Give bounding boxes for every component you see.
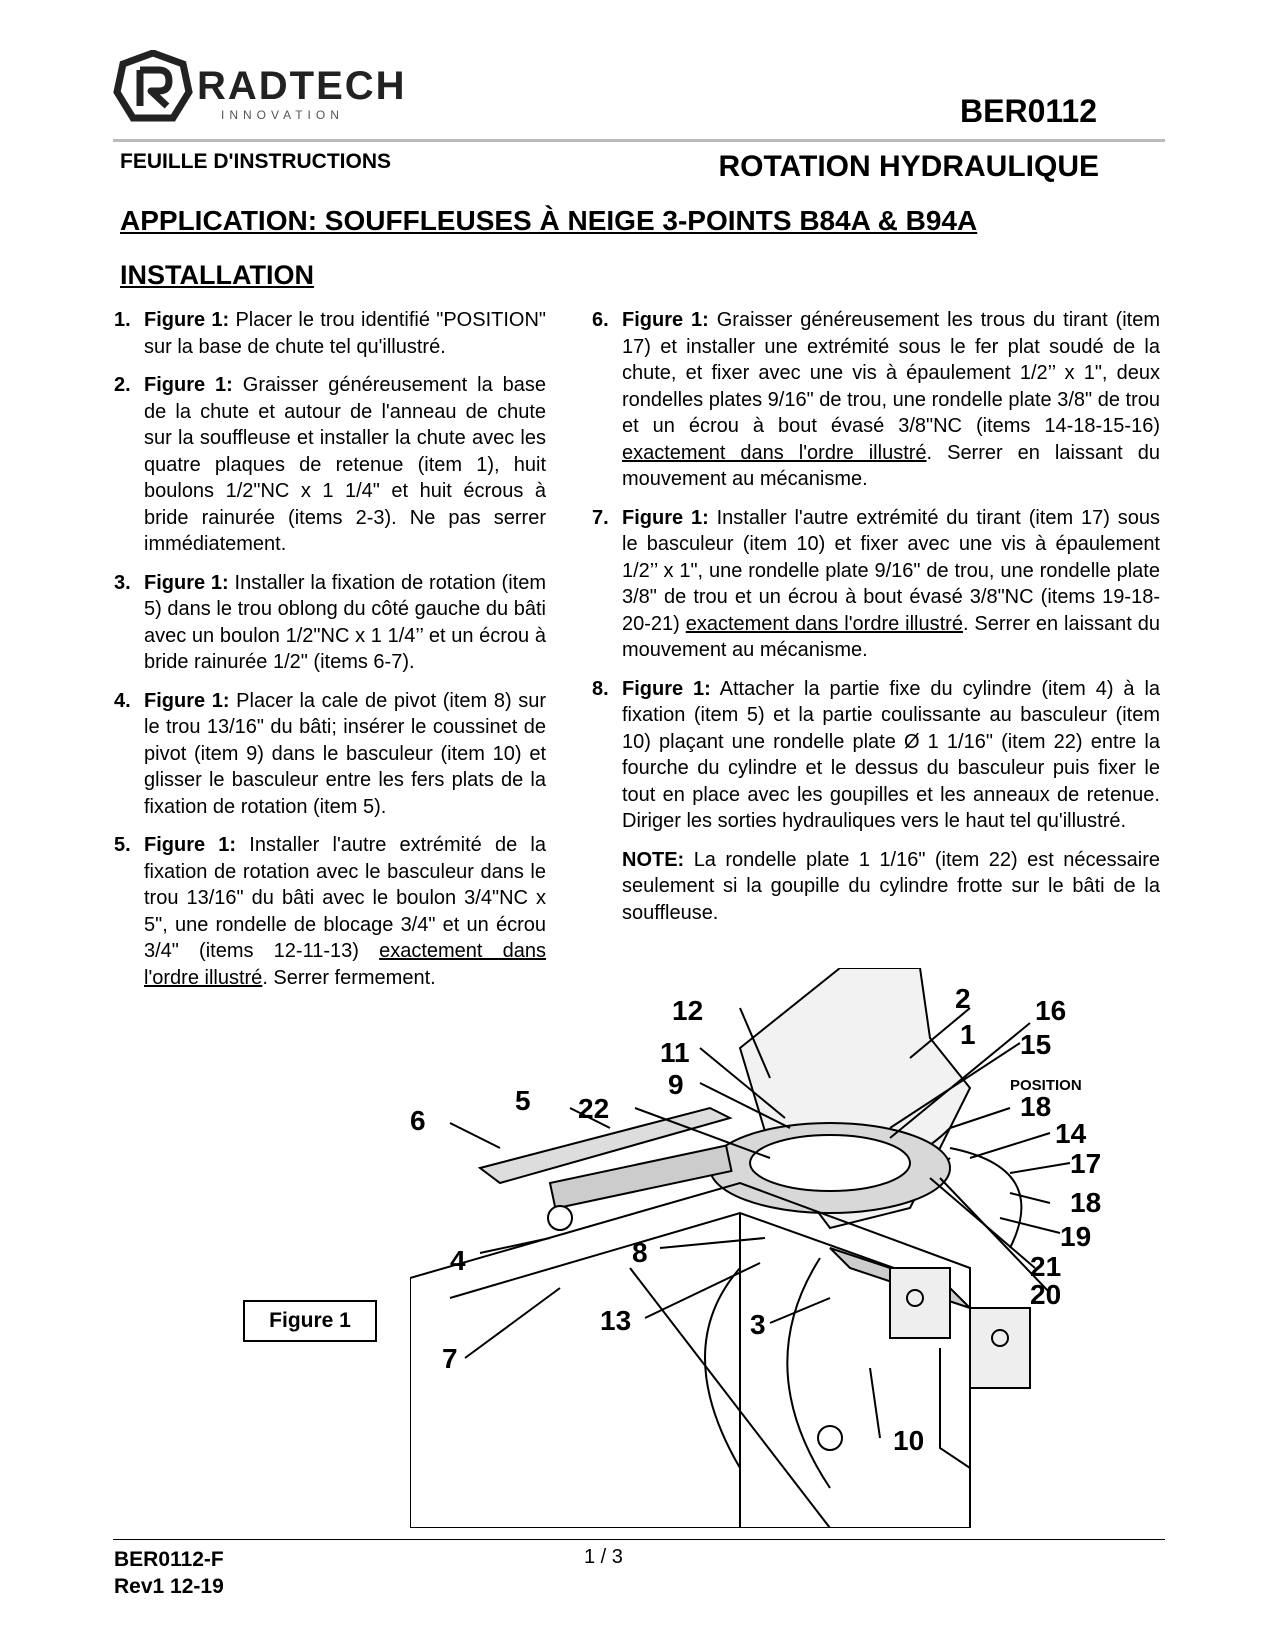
note <box>592 847 1160 927</box>
figure-ref: Figure 1: <box>622 506 709 529</box>
step-emphasis: exactement dans l'ordre illustré <box>144 940 546 989</box>
callout-13: 13 <box>600 1305 632 1336</box>
step-number: 2. <box>114 374 131 396</box>
callout-16: 16 <box>1035 995 1067 1026</box>
radtech-logo <box>113 50 413 124</box>
callout-1: 1 <box>960 1019 976 1050</box>
step-4 <box>114 688 546 821</box>
note-label: NOTE: <box>622 848 685 871</box>
callout-18b: 18 <box>1070 1187 1102 1218</box>
callout-17: 17 <box>1070 1148 1102 1179</box>
callout-3: 3 <box>750 1309 766 1340</box>
step-text: Attacher la partie fixe du cylindre (item 4) à la fixation (item 5) et la partie coulissante au basculeur (item 10) plaçant une rondelle plate Ø 1 1/16" (item 22) entre la fourche du cylindre et le dessus du basculeur puis fixer le tout en place avec les goupilles et les anneaux de retenue. Diriger les sorties hydrauliques vers le haut tel qu'illustré. <box>622 677 1161 832</box>
callout-20: 20 <box>1030 1279 1062 1310</box>
document-code: BER0112 <box>960 93 1097 129</box>
application-title: APPLICATION: SOUFFLEUSES À NEIGE 3-POINTS B84A & B94A <box>120 205 978 236</box>
step-number: 1. <box>114 309 131 331</box>
callout-10: 10 <box>893 1425 925 1456</box>
step-7 <box>592 505 1160 664</box>
callout-position: POSITION <box>1010 1077 1082 1094</box>
callout-14: 14 <box>1055 1118 1087 1149</box>
step-emphasis: exactement dans l'ordre illustré <box>685 612 963 635</box>
step-number: 6. <box>592 309 609 331</box>
step-6 <box>592 307 1160 493</box>
header-divider <box>113 139 1165 142</box>
callout-9: 9 <box>668 1069 684 1100</box>
step-number: 8. <box>592 677 609 700</box>
step-text: Graisser généreusement la base de la chute et autour de l'anneau de chute sur la souffleuse et installer la chute avec les quatre plaques de retenue (item 1), huit boulons 1/2"NC x 1 1/4" et huit écrous à bride rainurée (items 2-3). Ne pas serrer immédiatement. <box>144 374 547 555</box>
callout-21: 21 <box>1030 1251 1062 1282</box>
figure-ref: Figure 1: <box>144 834 237 856</box>
callout-5: 5 <box>515 1085 531 1116</box>
step-number: 7. <box>592 506 609 529</box>
step-tail: . Serrer fermement. <box>262 966 436 989</box>
main-title: ROTATION HYDRAULIQUE <box>718 150 1099 183</box>
step-number: 5. <box>114 834 131 856</box>
note-text: La rondelle plate 1 1/16" (item 22) est nécessaire seulement si la goupille du cylindre frotte sur le bâti de la souffleuse. <box>622 848 1160 924</box>
figure-caption: Figure 1 <box>243 1300 377 1342</box>
step-text: Installer l'autre extrémité de la fixation de rotation avec le basculeur dans le trou 13/16" du bâti avec le boulon 3/4"NC x 5", une rondelle de blocage 3/4" et un écrou 3/4" (items 12-11-13) <box>144 834 547 962</box>
callout-8: 8 <box>632 1237 648 1268</box>
step-1 <box>114 307 546 360</box>
instructions-right-column <box>592 307 1160 926</box>
sheet-title: FEUILLE D'INSTRUCTIONS <box>120 150 391 173</box>
step-tail: . Serrer en laissant du mouvement au mécanisme. <box>622 612 1161 661</box>
figure-ref: Figure 1: <box>622 677 711 700</box>
callout-11: 11 <box>660 1037 690 1068</box>
footer-doc-code: BER0112-F <box>114 1548 224 1571</box>
step-text: Installer la fixation de rotation (item 5) dans le trou oblong du côté gauche du bâti avec un boulon 1/2"NC x 1 1/4’’ et un écrou à bride rainurée 1/2" (items 6-7). <box>144 571 546 673</box>
footer-divider <box>113 1539 1165 1540</box>
callout-18: 18 <box>1020 1091 1052 1122</box>
callout-7: 7 <box>442 1343 458 1374</box>
step-text: Installer l'autre extrémité du tirant (item 17) sous le basculeur (item 10) et fixer avec une vis à épaulement 1/2’’ x 1", une rondelle plate 9/16" de trou, une rondelle plate 3/8" de trou et un écrou à bout évasé 3/8"NC (items 19-18-20-21) <box>622 506 1160 635</box>
figure-ref: Figure 1: <box>144 309 230 331</box>
callout-12: 12 <box>672 995 704 1026</box>
instructions-left-column <box>114 307 546 1003</box>
logo-tagline: INNOVATION <box>221 108 344 122</box>
figure-ref: Figure 1: <box>144 374 233 396</box>
figure-ref: Figure 1: <box>622 309 709 331</box>
callout-6: 6 <box>410 1105 426 1136</box>
section-title: INSTALLATION <box>120 260 314 290</box>
step-text: Graisser généreusement les trous du tirant (item 17) et installer une extrémité sous le fer plat soudé de la chute, et fixer avec une vis à épaulement 1/2’’ x 1", deux rondelles plates 9/16" de trou, une rondelle plate 3/8" de trou et un écrou à bout évasé 3/8"NC (items 14-18-15-16) <box>622 309 1161 437</box>
step-tail: . Serrer en laissant du mouvement au mécanisme. <box>622 441 1160 490</box>
figure-ref: Figure 1: <box>144 689 230 712</box>
step-number: 4. <box>114 689 131 712</box>
radtech-r-emblem-icon <box>113 50 193 124</box>
logo-wordmark: RADTECH <box>197 64 407 108</box>
step-8 <box>592 676 1160 835</box>
callout-2: 2 <box>955 983 971 1014</box>
callout-15: 15 <box>1020 1029 1052 1060</box>
step-text: Placer le trou identifié "POSITION" sur la base de chute tel qu'illustré. <box>144 309 547 358</box>
step-3 <box>114 570 546 676</box>
figure-ref: Figure 1: <box>144 571 229 594</box>
footer-revision: Rev1 12-19 <box>114 1575 224 1598</box>
callout-4: 4 <box>450 1245 466 1276</box>
step-emphasis: exactement dans l'ordre illustré <box>622 441 927 464</box>
callout-22: 22 <box>578 1093 610 1124</box>
step-2 <box>114 372 546 558</box>
footer-code-block <box>114 1546 224 1600</box>
step-text: Placer la cale de pivot (item 8) sur le trou 13/16" du bâti; insérer le coussinet de pivot (item 9) dans le basculeur (item 10) et glisser le basculeur entre les fers plats de la fixation de rotation (item 5). <box>144 689 547 818</box>
callout-19: 19 <box>1060 1221 1092 1252</box>
step-number: 3. <box>114 571 131 594</box>
figure-1-illustration <box>410 968 1170 1528</box>
page-number: 1 / 3 <box>584 1546 623 1568</box>
